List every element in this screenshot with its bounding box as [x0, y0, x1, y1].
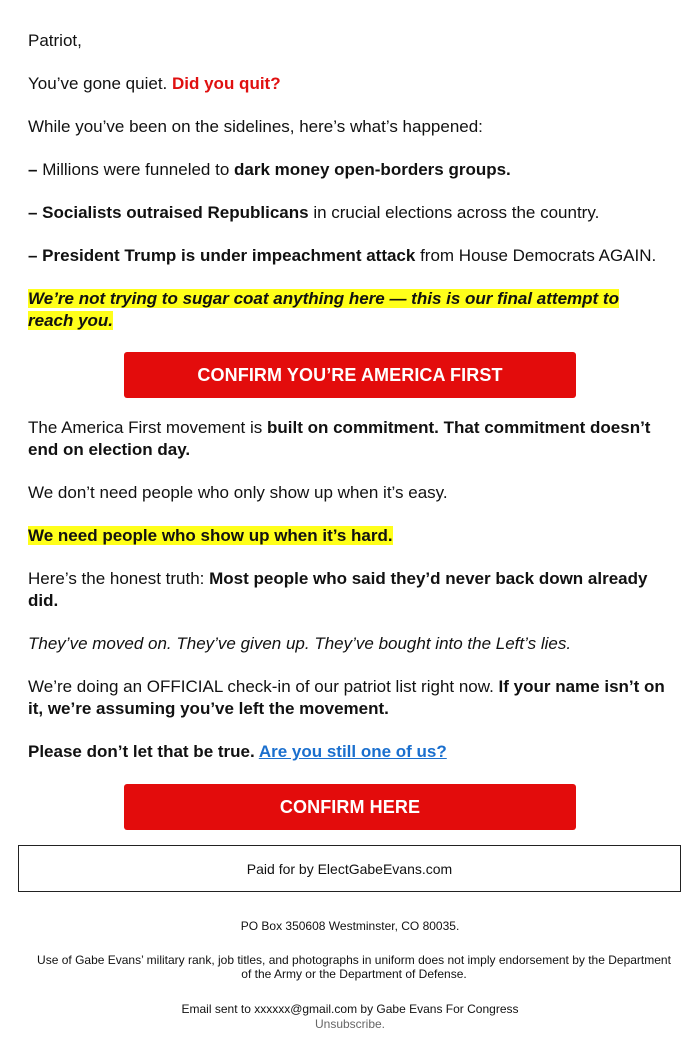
paragraph-sidelines: While you’ve been on the sidelines, here’s what’s happened:	[28, 117, 483, 136]
bold-text: – President Trump is under impeachment attack	[28, 246, 416, 265]
text: by Gabe Evans For Congress	[357, 1002, 519, 1016]
footer-address: PO Box 350608 Westminster, CO 80035.	[240, 919, 460, 933]
paragraph-gone-quiet	[28, 73, 668, 95]
did-you-quit-text: Did you quit?	[172, 74, 281, 93]
text: Email sent to	[181, 1002, 255, 1016]
bold-text: Please don’t let that be true.	[28, 742, 259, 761]
text: We’re doing an OFFICIAL check-in of our patriot list right now.	[28, 677, 499, 696]
still-one-of-us-link[interactable]: Are you still one of us?	[258, 742, 447, 761]
bold-text: built on commitment. That commitment doesn’t end on election day.	[28, 418, 651, 459]
paragraph-honest-truth	[28, 568, 668, 612]
bullet-dark-money	[28, 159, 668, 181]
paragraph-easy: We don’t need people who only show up when it’s easy.	[28, 483, 448, 502]
footer-sent-to	[30, 1002, 670, 1016]
text: Here’s the honest truth:	[28, 569, 210, 588]
paragraph-still-one-of-us	[28, 741, 668, 763]
text: Millions were funneled to	[42, 160, 235, 179]
unsubscribe-link[interactable]: Unsubscribe.	[314, 1017, 386, 1031]
confirm-here-button[interactable]: CONFIRM HERE	[124, 784, 576, 830]
highlight-final-attempt	[28, 288, 664, 332]
text: from House Democrats AGAIN.	[415, 246, 657, 265]
footer-disclaimer: Use of Gabe Evans’ military rank, job titles, and photographs in uniform does not imply endorsement by the Department of the Army or the Department of Defense.	[37, 953, 671, 981]
paragraph-commitment	[28, 417, 668, 461]
highlighted-text: We’re not trying to sugar coat anything here — this is our final attempt to reach you.	[28, 289, 619, 330]
paid-for-box	[18, 845, 681, 892]
bullet-socialists	[28, 202, 668, 224]
footer-unsubscribe	[30, 1017, 670, 1031]
text: You’ve gone quiet.	[28, 74, 172, 93]
recipient-email: xxxxxx@gmail.com	[254, 1002, 358, 1016]
bullet-impeachment	[28, 245, 668, 267]
highlighted-text: We need people who show up when it’s hard.	[28, 526, 393, 545]
highlight-show-up	[28, 525, 668, 547]
bold-text: Most people who said they’d never back down already did.	[28, 569, 648, 610]
bold-text: – Socialists outraised Republicans	[28, 203, 309, 222]
text: in crucial elections across the country.	[308, 203, 600, 222]
paragraph-check-in	[28, 676, 668, 720]
bullet-dash: –	[28, 160, 43, 179]
greeting: Patriot,	[28, 31, 82, 50]
confirm-america-first-button[interactable]: CONFIRM YOU’RE AMERICA FIRST	[124, 352, 576, 398]
bold-text: dark money open-borders groups.	[234, 160, 511, 179]
paid-for-text: Paid for by ElectGabeEvans.com	[246, 860, 453, 877]
bold-text: If your name isn’t on it, we’re assuming you’ve left the movement.	[28, 677, 665, 718]
text: The America First movement is	[28, 418, 268, 437]
paragraph-moved-on: They’ve moved on. They’ve given up. They’ve bought into the Left’s lies.	[28, 634, 572, 653]
